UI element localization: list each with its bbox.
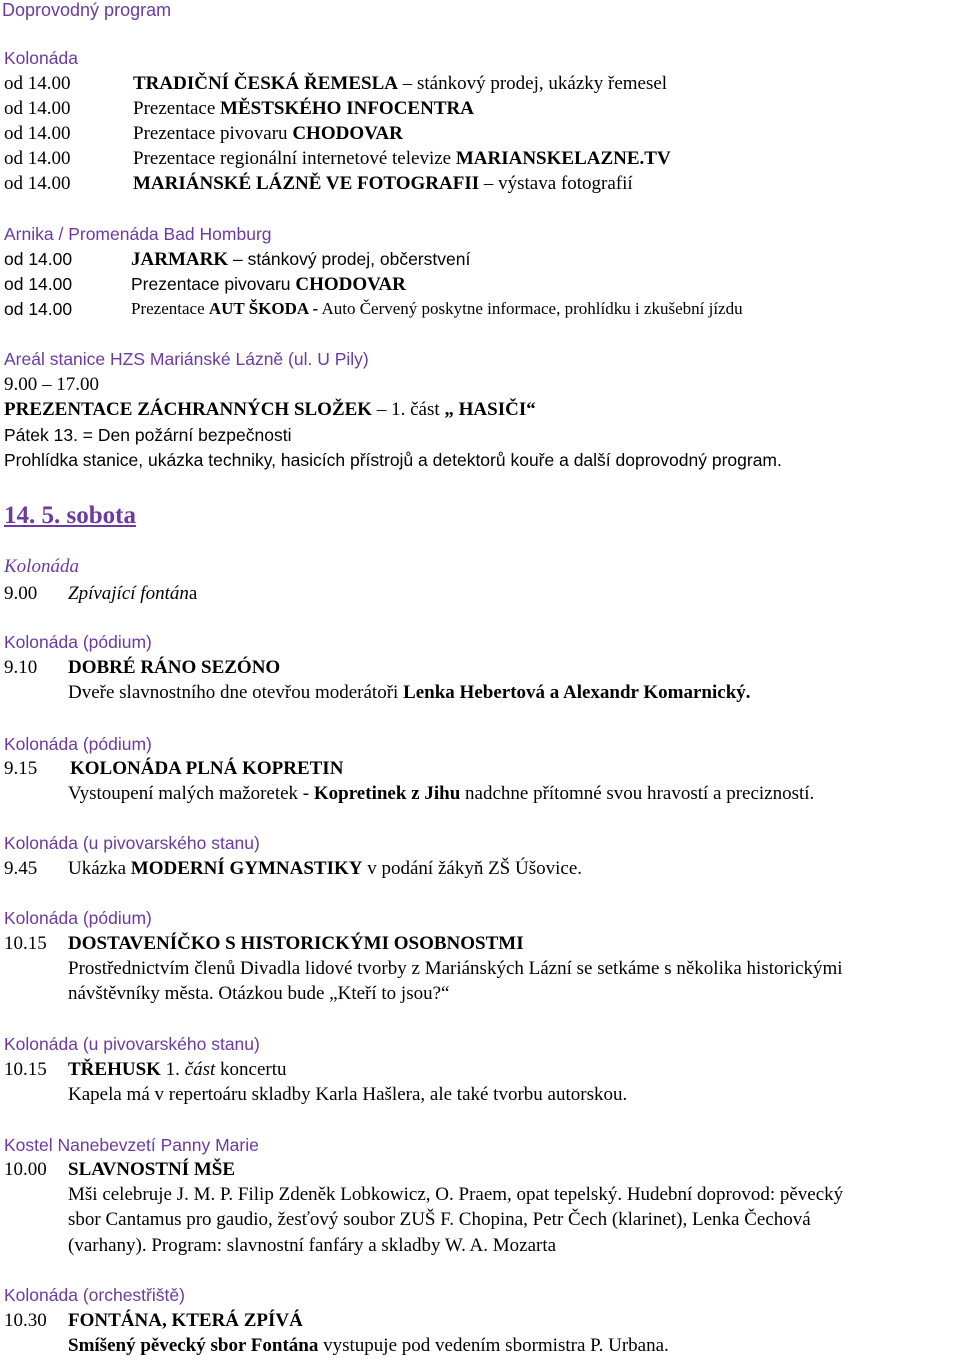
row-desc: Auto Červený poskytne informace, prohlídku i zkušební jízdu [318, 299, 743, 318]
row-desc: Prezentace pivovaru [131, 274, 296, 294]
event-time: 10.00 [4, 1159, 47, 1180]
event-title: DOSTAVENÍČKO S HISTORICKÝMI OSOBNOSTMI [68, 933, 524, 954]
event-desc: Prostřednictvím členů Divadla lidové tvorby z Mariánských Lázní se setkáme s několika historickými [68, 958, 843, 979]
event-time: 10.30 [4, 1310, 47, 1331]
hzs-desc: Prohlídka stanice, ukázka techniky, hasicích přístrojů a detektorů kouře a další doprovodný program. [4, 450, 782, 470]
venue-arnika: Arnika / Promenáda Bad Homburg [4, 224, 272, 244]
row-desc: Prezentace [133, 98, 221, 119]
row-time: od 14.00 [4, 148, 71, 169]
row-time: od 14.00 [4, 98, 71, 119]
event-desc: Mši celebruje J. M. P. Filip Zdeněk Lobkowicz, O. Praem, opat tepelský. Hudební doprovod: pěvecký [68, 1184, 844, 1205]
row-title: MARIÁNSKÉ LÁZNĚ VE FOTOGRAFII [133, 173, 480, 194]
row-title: JARMARK [131, 249, 229, 270]
event-desc: návštěvníky města. Otázkou bude „Kteří to jsou?“ [68, 983, 450, 1004]
row-desc: Prezentace regionální internetové televize [133, 148, 456, 169]
venue-hzs: Areál stanice HZS Mariánské Lázně (ul. U Pily) [4, 349, 369, 369]
row-time: od 14.00 [4, 299, 73, 319]
row-desc: – stánkový prodej, občerstvení [228, 249, 471, 269]
event-desc: Dveře slavnostního dne otevřou moderátoři Lenka Hebertová a Alexandr Komarnický. [68, 682, 751, 703]
event-time: 9.00 [4, 583, 38, 604]
event-time: 9.10 [4, 657, 38, 678]
row-time: od 14.00 [4, 274, 73, 294]
event-title: FONTÁNA, KTERÁ ZPÍVÁ [68, 1310, 303, 1331]
venue-label: Kolonáda (pódium) [4, 734, 152, 754]
event-time: 10.15 [4, 933, 47, 954]
row-time: od 14.00 [4, 123, 71, 144]
venue-label: Kolonáda [4, 556, 79, 577]
event-title: DOBRÉ RÁNO SEZÓNO [68, 657, 281, 678]
row-desc: Prezentace pivovaru [133, 123, 293, 144]
row-title: MĚSTSKÉHO INFOCENTRA [220, 98, 474, 119]
event-desc: (varhany). Program: slavnostní fanfáry a skladby W. A. Mozarta [68, 1235, 557, 1256]
event-title: SLAVNOSTNÍ MŠE [68, 1159, 236, 1180]
hzs-title: PREZENTACE ZÁCHRANNÝCH SLOŽEK – 1. část „ HASIČI“ [4, 399, 536, 420]
event-time: 10.15 [4, 1059, 47, 1080]
venue-label: Kolonáda (u pivovarského stanu) [4, 833, 260, 853]
venue-label: Kolonáda (u pivovarského stanu) [4, 1034, 260, 1054]
hzs-friday: Pátek 13. = Den požární bezpečnosti [4, 425, 292, 445]
event-time: 9.15 [4, 758, 38, 779]
event-desc: Vystoupení malých mažoretek - Kopretinek z Jihu nadchne přítomné svou hravostí a precizností. [68, 783, 815, 804]
row-time: od 14.00 [4, 249, 73, 269]
row-desc: – výstava fotografií [479, 173, 633, 194]
row-time: od 14.00 [4, 73, 71, 94]
page-title: Doprovodný program [2, 0, 172, 20]
venue-label: Kostel Nanebevzetí Panny Marie [4, 1135, 259, 1155]
event-title: TŘEHUSK [68, 1059, 161, 1080]
row-title: AUT ŠKODA - [208, 299, 319, 318]
hzs-time: 9.00 – 17.00 [4, 374, 99, 395]
row-title: MARIANSKELAZNE.TV [455, 148, 671, 169]
venue-label: Kolonáda (orchestřiště) [4, 1285, 185, 1305]
event-title: Zpívající fontán [68, 583, 189, 604]
date-heading: 14. 5. sobota [4, 502, 136, 529]
event-desc: Kapela má v repertoáru skladby Karla Hašlera, ale také tvorbu autorskou. [68, 1084, 628, 1105]
row-title: CHODOVAR [295, 274, 406, 295]
event-desc: Smíšený pěvecký sbor Fontána vystupuje pod vedením sbormistra P. Urbana. [68, 1335, 669, 1356]
row-title: TRADIČNÍ ČESKÁ ŘEMESLA [133, 73, 398, 94]
event-time: 9.45 [4, 858, 38, 879]
venue-kolonada: Kolonáda [4, 48, 78, 68]
event-desc: sbor Cantamus pro gaudio, žesťový soubor ZUŠ F. Chopina, Petr Čech (klarinet), Lenka Čechová [68, 1209, 811, 1230]
event-title: KOLONÁDA PLNÁ KOPRETIN [70, 758, 344, 779]
row-time: od 14.00 [4, 173, 71, 194]
row-desc: – stánkový prodej, ukázky řemesel [398, 73, 668, 94]
row-title: CHODOVAR [292, 123, 403, 144]
venue-label: Kolonáda (pódium) [4, 632, 152, 652]
venue-label: Kolonáda (pódium) [4, 908, 152, 928]
event-title: MODERNÍ GYMNASTIKY [130, 858, 363, 879]
row-desc: Prezentace [131, 299, 209, 318]
